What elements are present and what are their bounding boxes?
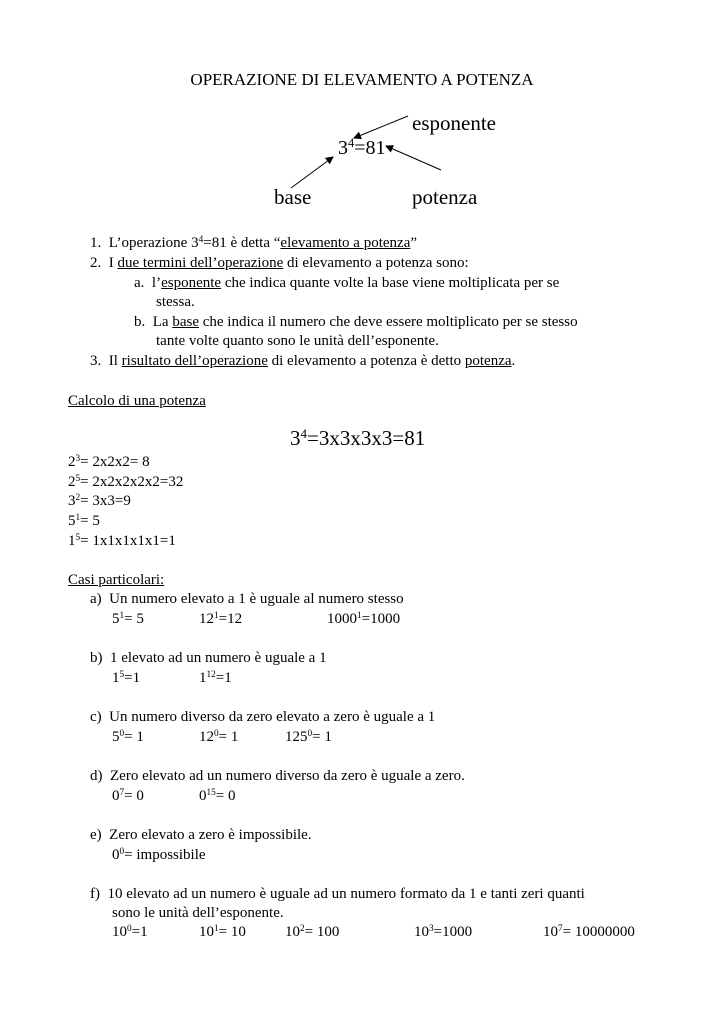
expression-text: = 1 <box>218 729 239 745</box>
big-exp: 4 <box>300 425 308 441</box>
calc-row <box>68 455 150 470</box>
list-item-2b-cont: tante volte quanto sono le unità dell’esponente. <box>156 333 439 349</box>
item-text: l’ <box>151 275 162 291</box>
expression-text: 10 <box>199 924 214 940</box>
expression-text: 1 <box>112 670 120 686</box>
case-c-ex3 <box>285 730 332 745</box>
case-c-ex1 <box>112 730 144 745</box>
expression-text: 5 <box>112 729 120 745</box>
case-a-ex2 <box>199 612 242 627</box>
exponent: 1 <box>214 923 219 934</box>
expression-text: = impossibile <box>124 847 206 863</box>
expression-text: 1000 <box>327 611 357 627</box>
calc-row <box>68 475 183 490</box>
exponent: 7 <box>119 787 125 798</box>
arrow-base <box>291 157 333 188</box>
big-rest: =3x3x3x3=81 <box>307 426 426 450</box>
case-a <box>90 592 404 607</box>
diagram-result: =81 <box>354 137 386 159</box>
item-text: I <box>108 255 118 271</box>
list-item-2a <box>134 276 559 291</box>
expression-text: 12 <box>199 729 214 745</box>
list-item-2b <box>134 315 578 330</box>
item-underlined: potenza <box>464 353 512 369</box>
expression-text: = 1 <box>124 729 144 745</box>
special-heading-text: Casi particolari: <box>68 572 165 588</box>
row-exp: 5 <box>75 473 81 484</box>
expression-text: =1000 <box>433 924 473 940</box>
list-item-2a-cont: stessa. <box>156 294 195 310</box>
row-exp: 2 <box>75 492 81 503</box>
row-base: 5 <box>68 513 76 529</box>
case-f-ex3 <box>285 925 339 940</box>
expression-text: = 0 <box>124 788 144 804</box>
item-underlined: base <box>172 314 199 330</box>
case-f-ex4 <box>414 925 472 940</box>
expression-text: 5 <box>112 611 120 627</box>
expression-text: 0 <box>112 847 120 863</box>
list-number: 3. <box>90 353 102 369</box>
exponent: 1 <box>214 610 219 621</box>
big-base: 3 <box>290 426 301 450</box>
expression-text: = 0 <box>215 788 236 804</box>
expression-text: = 5 <box>124 611 144 627</box>
row-exp: 5 <box>75 532 81 543</box>
expression-text: =1 <box>124 670 141 686</box>
case-marker: c) <box>90 709 102 725</box>
exponent: 0 <box>127 923 132 934</box>
list-letter: b. <box>134 314 146 330</box>
exponent: 0 <box>307 728 313 739</box>
expression-text: = 100 <box>304 924 340 940</box>
row-base: 2 <box>68 474 76 490</box>
row-result: = 5 <box>80 513 100 529</box>
case-d <box>90 769 465 784</box>
case-marker: f) <box>90 886 100 902</box>
case-a-ex3 <box>327 612 400 627</box>
item-text: . <box>511 353 516 369</box>
item-underlined: due termini dell’operazione <box>117 255 284 271</box>
expression-text: 1 <box>199 670 207 686</box>
row-result: = 3x3=9 <box>80 493 131 509</box>
case-c <box>90 710 435 725</box>
calc-row <box>68 534 176 549</box>
arrow-power <box>386 146 441 170</box>
row-exp: 3 <box>75 453 81 464</box>
expression-text: = 10 <box>218 924 246 940</box>
label-power: potenza <box>412 185 478 209</box>
list-item-2 <box>90 256 469 271</box>
case-d-ex2 <box>199 789 236 804</box>
item-underlined: risultato dell’operazione <box>121 353 268 369</box>
item-underlined: esponente <box>161 275 222 291</box>
row-result: = 2x2x2= 8 <box>80 454 150 470</box>
expression-text: 10 <box>543 924 558 940</box>
exponent: 15 <box>206 787 216 798</box>
calc-heading-text: Calcolo di una potenza <box>68 393 206 409</box>
expression-text: 125 <box>285 729 308 745</box>
exponent: 0 <box>119 728 125 739</box>
exponent: 2 <box>300 923 305 934</box>
expression-text: =12 <box>218 611 243 627</box>
expression-text: 10 <box>112 924 127 940</box>
item-text: di elevamento a potenza è detto <box>267 353 465 369</box>
case-text: 1 elevato ad un numero è uguale a 1 <box>110 650 327 666</box>
exponent: 7 <box>558 923 563 934</box>
case-e <box>90 828 312 843</box>
item-sup: 4 <box>198 234 204 245</box>
case-b-ex1 <box>112 671 140 686</box>
label-exponent: esponente <box>412 111 496 135</box>
case-marker: e) <box>90 827 102 843</box>
case-f <box>90 887 585 902</box>
case-f-ex1 <box>112 925 148 940</box>
case-d-ex1 <box>112 789 144 804</box>
case-f-cont: sono le unità dell’esponente. <box>112 905 284 921</box>
exponent: 3 <box>429 923 434 934</box>
expression-text: 0 <box>112 788 120 804</box>
row-result: = 1x1x1x1x1=1 <box>80 533 176 549</box>
list-number: 2. <box>90 255 102 271</box>
row-base: 3 <box>68 493 76 509</box>
case-marker: d) <box>90 768 103 784</box>
expression-text: = 1 <box>312 729 332 745</box>
calc-row <box>68 514 100 529</box>
item-text: di elevamento a potenza sono: <box>283 255 469 271</box>
exponent: 0 <box>214 728 219 739</box>
expression-text: 0 <box>199 788 207 804</box>
page-title: OPERAZIONE DI ELEVAMENTO A POTENZA <box>190 70 534 89</box>
row-exp: 1 <box>75 512 81 523</box>
expression-text: =1 <box>215 670 232 686</box>
case-text: Un numero elevato a 1 è uguale al numero stesso <box>109 591 404 607</box>
exponent: 12 <box>206 669 216 680</box>
expression-text: =1000 <box>361 611 401 627</box>
arrow-exponent <box>354 116 408 138</box>
case-f-ex2 <box>199 925 246 940</box>
calc-row <box>68 494 131 509</box>
item-underlined: elevamento a potenza <box>280 235 411 251</box>
special-heading <box>68 573 164 588</box>
diagram-exponent-number: 4 <box>348 136 355 151</box>
calc-heading <box>68 394 206 409</box>
expression-text: 10 <box>285 924 300 940</box>
case-text: 10 elevato ad un numero è uguale ad un numero formato da 1 e tanti zeri quanti <box>107 886 585 902</box>
diagram-base-number: 3 <box>338 137 348 159</box>
expression-text: = 10000000 <box>562 924 635 940</box>
calc-big-example <box>290 425 426 450</box>
row-base: 1 <box>68 533 76 549</box>
item-text: ” <box>410 235 418 251</box>
case-text: Zero elevato ad un numero diverso da zero è uguale a zero. <box>110 768 465 784</box>
exponent: 0 <box>119 846 125 857</box>
case-b-ex2 <box>199 671 232 686</box>
item-text: che indica quante volte la base viene moltiplicata per se <box>221 275 560 291</box>
case-c-ex2 <box>199 730 238 745</box>
label-base: base <box>274 185 312 209</box>
expression-text: =1 <box>131 924 148 940</box>
row-base: 2 <box>68 454 76 470</box>
case-a-ex1 <box>112 612 144 627</box>
item-text: =81 è detta “ <box>203 235 281 251</box>
list-item-3 <box>90 354 515 369</box>
case-e-ex1 <box>112 848 206 863</box>
list-item-1 <box>90 236 417 251</box>
exponent: 1 <box>119 610 125 621</box>
case-text: Zero elevato a zero è impossibile. <box>109 827 312 843</box>
item-text: L’operazione 3 <box>108 235 199 251</box>
expression-text: 10 <box>414 924 429 940</box>
list-letter: a. <box>134 275 145 291</box>
expression-text: 12 <box>199 611 214 627</box>
list-number: 1. <box>90 235 102 251</box>
diagram-arrows <box>0 0 724 260</box>
item-text: La <box>152 314 173 330</box>
case-text: Un numero diverso da zero elevato a zero è uguale a 1 <box>109 709 436 725</box>
item-text: Il <box>108 353 122 369</box>
row-result: = 2x2x2x2x2=32 <box>80 474 184 490</box>
case-f-ex5 <box>543 925 635 940</box>
exponent: 5 <box>119 669 125 680</box>
case-marker: a) <box>90 591 102 607</box>
case-marker: b) <box>90 650 103 666</box>
exponent: 1 <box>357 610 362 621</box>
item-text: che indica il numero che deve essere moltiplicato per se stesso <box>198 314 578 330</box>
case-b <box>90 651 327 666</box>
